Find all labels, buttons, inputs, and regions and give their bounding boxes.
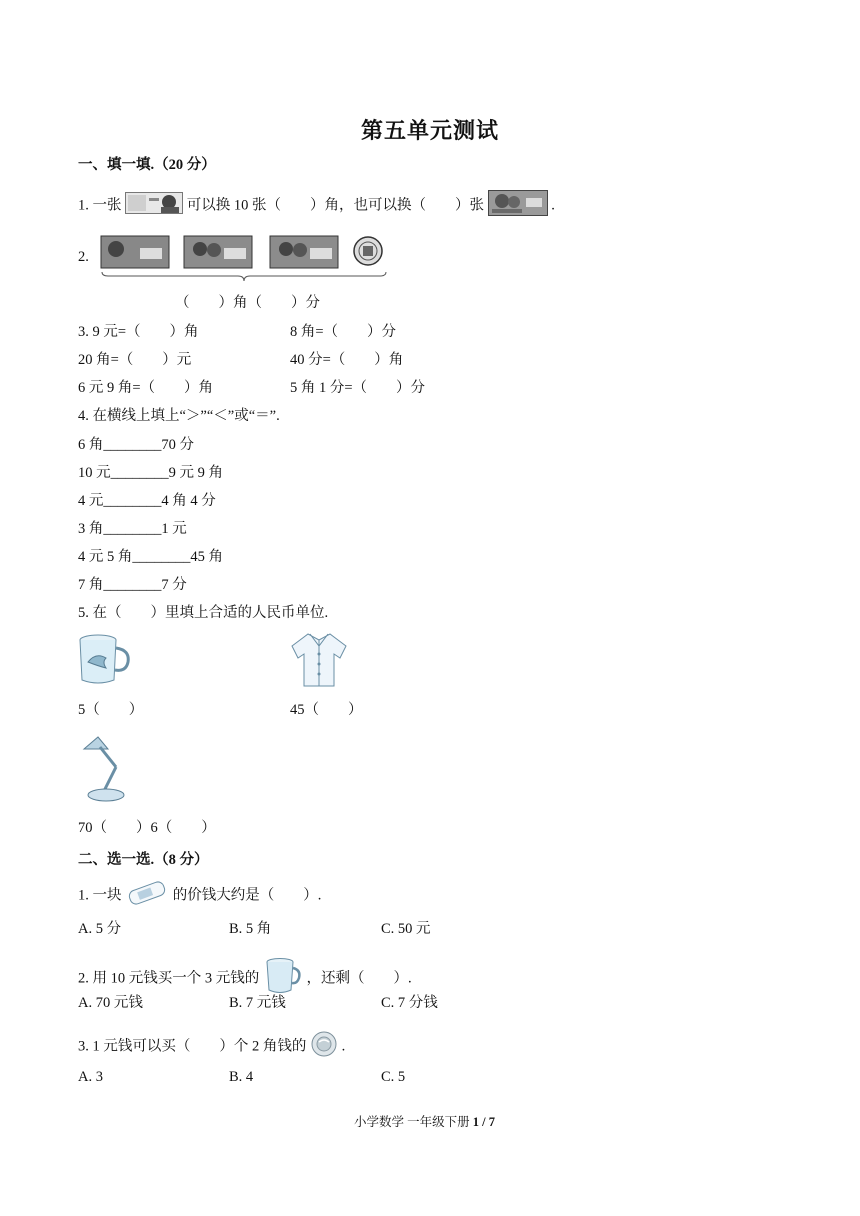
- q2-2-option[interactable]: B. 7 元钱: [229, 995, 286, 1011]
- q2-2-option[interactable]: A. 70 元钱: [78, 995, 143, 1011]
- q2-1-option[interactable]: B. 5 角: [229, 921, 272, 937]
- q1-3-row1-left: 3. 9 元=（ ）角: [78, 324, 199, 340]
- q1-4-item: 6 角________70 分: [78, 437, 194, 453]
- desk-lamp-image: [80, 733, 130, 808]
- q1-1-text-a: 1. 一张: [78, 197, 122, 214]
- q1-2-answer: （ ）角（ ）分: [175, 295, 320, 311]
- shirt-image: [288, 630, 350, 695]
- page-footer: [354, 1112, 495, 1130]
- eraser-image: [125, 881, 169, 911]
- q2-1: [78, 881, 321, 911]
- q2-2-text-a: 2. 用 10 元钱买一个 3 元钱的: [78, 970, 260, 987]
- q1-4-prompt: 4. 在横线上填上“＞”“＜”或“＝”.: [78, 408, 280, 424]
- q2-1-text-b: 的价钱大约是（ ）.: [172, 887, 322, 904]
- q1-4-item: 4 元________4 角 4 分: [78, 493, 216, 509]
- q1-3-row2-left: 20 角=（ ）元: [78, 352, 192, 368]
- q1-5-shirt-answer: 45（ ）: [290, 702, 363, 718]
- q1-1: [78, 190, 555, 222]
- q2-3-option[interactable]: A. 3: [78, 1069, 103, 1085]
- q2-1-option[interactable]: C. 50 元: [381, 921, 431, 937]
- q2-3-text-a: 3. 1 元钱可以买（ ）个 2 角钱的: [78, 1038, 307, 1055]
- money-collection-image: [100, 234, 390, 287]
- q1-5-prompt: 5. 在（ ）里填上合适的人民币单位.: [78, 605, 329, 621]
- q2-2-text-b: ，还剩（ ）.: [306, 970, 412, 987]
- q2-1-text-a: 1. 一块: [78, 887, 122, 904]
- q2-3: [78, 1030, 345, 1064]
- q1-4-item: 4 元 5 角________45 角: [78, 549, 223, 565]
- candy-ball-image: [310, 1030, 338, 1064]
- mug-image: [76, 632, 134, 693]
- five-jiao-banknote-image: [488, 190, 548, 222]
- section2-heading: 二、选一选.（8 分）: [78, 852, 209, 868]
- footer-page-number: 1 / 7: [472, 1115, 495, 1129]
- q1-3-row3-left: 6 元 9 角=（ ）角: [78, 380, 214, 396]
- q2-2-option[interactable]: C. 7 分钱: [381, 995, 438, 1011]
- q1-4-item: 10 元________9 元 9 角: [78, 465, 223, 481]
- q1-2-number: 2.: [78, 249, 89, 265]
- q1-3-row2-right: 40 分=（ ）角: [290, 352, 404, 368]
- q1-5-cup-answer: 5（ ）: [78, 702, 144, 718]
- q1-1-text-b: 可以换 10 张（ ）角，也可以换（ ）张: [186, 197, 484, 214]
- ten-yuan-banknote-image: [125, 192, 183, 220]
- footer-subject: 小学数学 一年级下册: [354, 1115, 473, 1129]
- q2-3-text-b: .: [341, 1038, 346, 1055]
- q1-4-item: 3 角________1 元: [78, 521, 187, 537]
- page-title: 第五单元测试: [360, 119, 499, 144]
- q1-1-text-c: .: [551, 197, 555, 214]
- q1-5-lamp-answer: 70（ ）6（ ）: [78, 820, 216, 836]
- q1-3-row3-right: 5 角 1 分=（ ）分: [290, 380, 426, 396]
- q1-4-item: 7 角________7 分: [78, 577, 187, 593]
- section1-heading: 一、填一填.（20 分）: [78, 157, 216, 173]
- q2-1-option[interactable]: A. 5 分: [78, 921, 122, 937]
- q1-3-row1-right: 8 角=（ ）分: [290, 324, 397, 340]
- q2-3-option[interactable]: B. 4: [229, 1069, 254, 1085]
- q2-3-option[interactable]: C. 5: [381, 1069, 406, 1085]
